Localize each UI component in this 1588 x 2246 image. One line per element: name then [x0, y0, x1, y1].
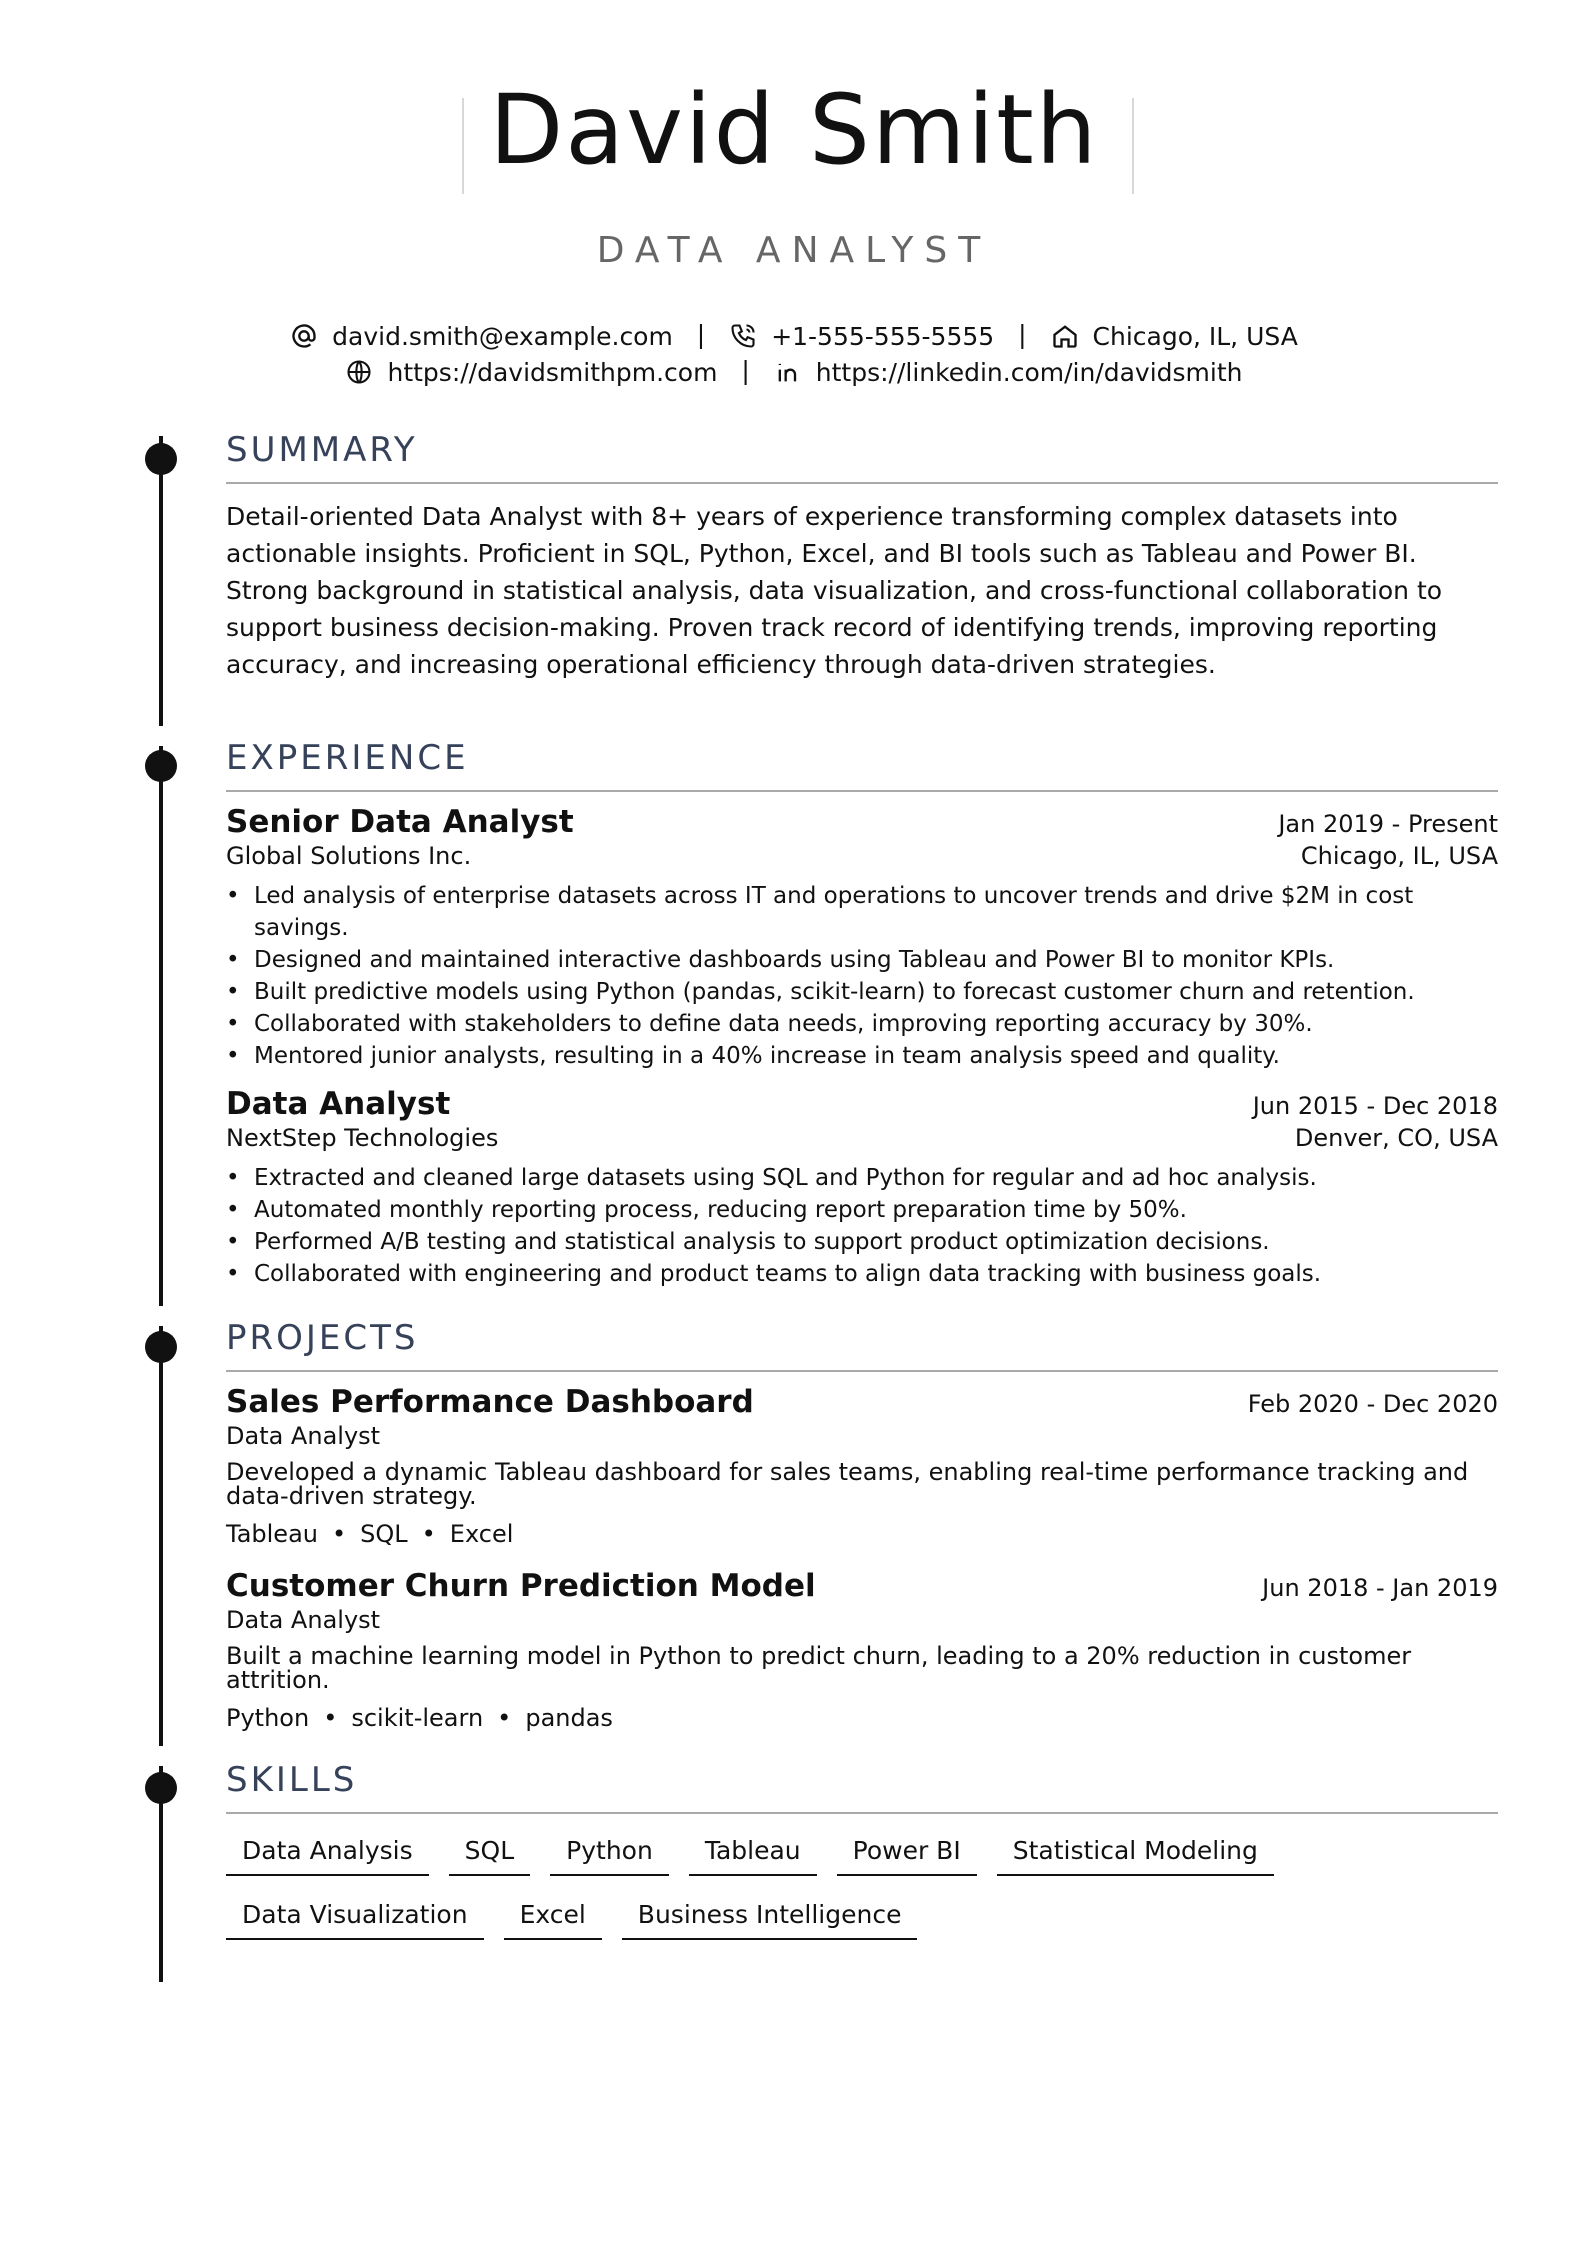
tech-separator: • — [323, 1704, 338, 1732]
skill-tag: SQL — [449, 1834, 530, 1876]
bullet-item: • Built predictive models using Python (pandas, scikit-learn) to forecast customer churn and retention. — [226, 976, 1498, 1008]
phone-text[interactable]: +1-555-555-5555 — [771, 321, 995, 351]
project-role: Data Analyst — [226, 1606, 381, 1634]
email-item[interactable] — [290, 322, 673, 351]
skill-tag: Data Visualization — [226, 1898, 484, 1940]
project-role: Data Analyst — [226, 1422, 381, 1450]
job-company: NextStep Technologies — [226, 1124, 499, 1152]
tech-tag: scikit-learn — [351, 1704, 484, 1732]
summary-text: Detail-oriented Data Analyst with 8+ years of experience transforming complex datasets into actionable insights. Proficient in SQL, Python, Excel, and BI tools such as Tableau and Power BI. Strong background in statistical analysis, data visualization, and cross-functional collaboration to support business decision-making. Proven track record of identifying trends, improving reporting accuracy, and increasing operational efficiency through data-driven strategies. — [226, 502, 1443, 679]
experience-section — [226, 738, 1498, 1290]
job-dates: Jan 2019 - Present — [1278, 810, 1498, 838]
job-title: Data Analyst — [226, 1086, 451, 1122]
bullet-item: • Extracted and cleaned large datasets using SQL and Python for regular and ad hoc analysis. — [226, 1162, 1498, 1194]
job-bullets — [226, 1162, 1498, 1290]
projects-section — [226, 1318, 1498, 1732]
timeline-segment-projects — [159, 1326, 163, 1746]
job-location: Denver, CO, USA — [1294, 1124, 1498, 1152]
project-tech — [226, 1520, 1498, 1548]
bullet-item: • Led analysis of enterprise datasets across IT and operations to uncover trends and drive $2M in cost savings. — [226, 880, 1498, 944]
skill-tag: Python — [550, 1834, 669, 1876]
linkedin-text[interactable]: https://linkedin.com/in/davidsmith — [815, 357, 1243, 387]
skill-tag: Business Intelligence — [622, 1898, 918, 1940]
name-block — [0, 60, 1588, 200]
tech-tag: SQL — [360, 1520, 408, 1548]
timeline-dot-skills — [145, 1772, 177, 1804]
skill-tag: Statistical Modeling — [997, 1834, 1274, 1876]
linkedin-icon — [774, 358, 802, 386]
job-location: Chicago, IL, USA — [1300, 842, 1498, 870]
skill-tag: Excel — [504, 1898, 602, 1940]
summary-section — [226, 430, 1498, 683]
tech-separator: • — [421, 1520, 436, 1548]
project-entry — [226, 1384, 1498, 1548]
skills-heading: SKILLS — [226, 1760, 1498, 1814]
separator: | — [1018, 320, 1027, 349]
email-text[interactable]: david.smith@example.com — [332, 321, 673, 351]
location-text: Chicago, IL, USA — [1092, 321, 1298, 351]
experience-heading: EXPERIENCE — [226, 738, 1498, 792]
skill-tag: Power BI — [837, 1834, 977, 1876]
skill-tag: Data Analysis — [226, 1834, 429, 1876]
project-title: Sales Performance Dashboard — [226, 1384, 754, 1420]
job-title: DATA ANALYST — [596, 230, 992, 271]
tech-tag: Python — [226, 1704, 310, 1732]
location-item — [1051, 322, 1298, 351]
skills-list — [226, 1834, 1498, 1962]
timeline-segment-summary — [159, 436, 163, 726]
at-icon — [290, 322, 318, 350]
separator: | — [741, 356, 750, 385]
candidate-name: David Smith — [489, 74, 1099, 186]
summary-heading: SUMMARY — [226, 430, 1498, 484]
bullet-item: • Collaborated with engineering and product teams to align data tracking with business goals. — [226, 1258, 1498, 1290]
job-entry — [226, 804, 1498, 1072]
projects-heading: PROJECTS — [226, 1318, 1498, 1372]
bullet-item: • Automated monthly reporting process, reducing report preparation time by 50%. — [226, 1194, 1498, 1226]
bullet-item: • Collaborated with stakeholders to define data needs, improving reporting accuracy by 30%. — [226, 1008, 1498, 1040]
timeline-segment-experience — [159, 746, 163, 1306]
contact-line-1 — [0, 320, 1588, 351]
job-dates: Jun 2015 - Dec 2018 — [1252, 1092, 1498, 1120]
website-item[interactable] — [345, 358, 717, 387]
tech-tag: pandas — [525, 1704, 613, 1732]
job-entry — [226, 1086, 1498, 1290]
project-description: Developed a dynamic Tableau dashboard for sales teams, enabling real-time performance tracking and data-driven strategy. — [226, 1458, 1469, 1510]
globe-icon — [345, 358, 373, 386]
project-title: Customer Churn Prediction Model — [226, 1568, 816, 1604]
bullet-item: • Designed and maintained interactive dashboards using Tableau and Power BI to monitor KPIs. — [226, 944, 1498, 976]
project-entry — [226, 1568, 1498, 1732]
linkedin-item[interactable] — [774, 358, 1243, 387]
home-icon — [1051, 322, 1079, 350]
tech-tag: Tableau — [226, 1520, 318, 1548]
skill-tag: Tableau — [689, 1834, 817, 1876]
project-tech — [226, 1704, 1498, 1732]
bullet-item: • Performed A/B testing and statistical analysis to support product optimization decisions. — [226, 1226, 1498, 1258]
project-description: Built a machine learning model in Python to predict churn, leading to a 20% reduction in customer attrition. — [226, 1642, 1412, 1694]
timeline-dot-experience — [145, 750, 177, 782]
project-dates: Jun 2018 - Jan 2019 — [1262, 1574, 1498, 1602]
project-dates: Feb 2020 - Dec 2020 — [1247, 1390, 1498, 1418]
tech-separator: • — [331, 1520, 347, 1548]
job-bullets — [226, 880, 1498, 1072]
timeline-dot-projects — [145, 1331, 177, 1363]
job-title: Senior Data Analyst — [226, 804, 574, 840]
tech-separator: • — [497, 1704, 512, 1732]
website-text[interactable]: https://davidsmithpm.com — [387, 357, 718, 387]
bullet-item: • Mentored junior analysts, resulting in a 40% increase in team analysis speed and quality. — [226, 1040, 1498, 1072]
job-company: Global Solutions Inc. — [226, 842, 472, 870]
tech-tag: Excel — [449, 1520, 514, 1548]
timeline-dot-summary — [145, 443, 177, 475]
skills-section — [226, 1760, 1498, 1962]
separator: | — [696, 320, 706, 349]
contact-line-2 — [0, 356, 1588, 387]
phone-item[interactable] — [729, 322, 994, 351]
phone-icon — [729, 322, 757, 350]
